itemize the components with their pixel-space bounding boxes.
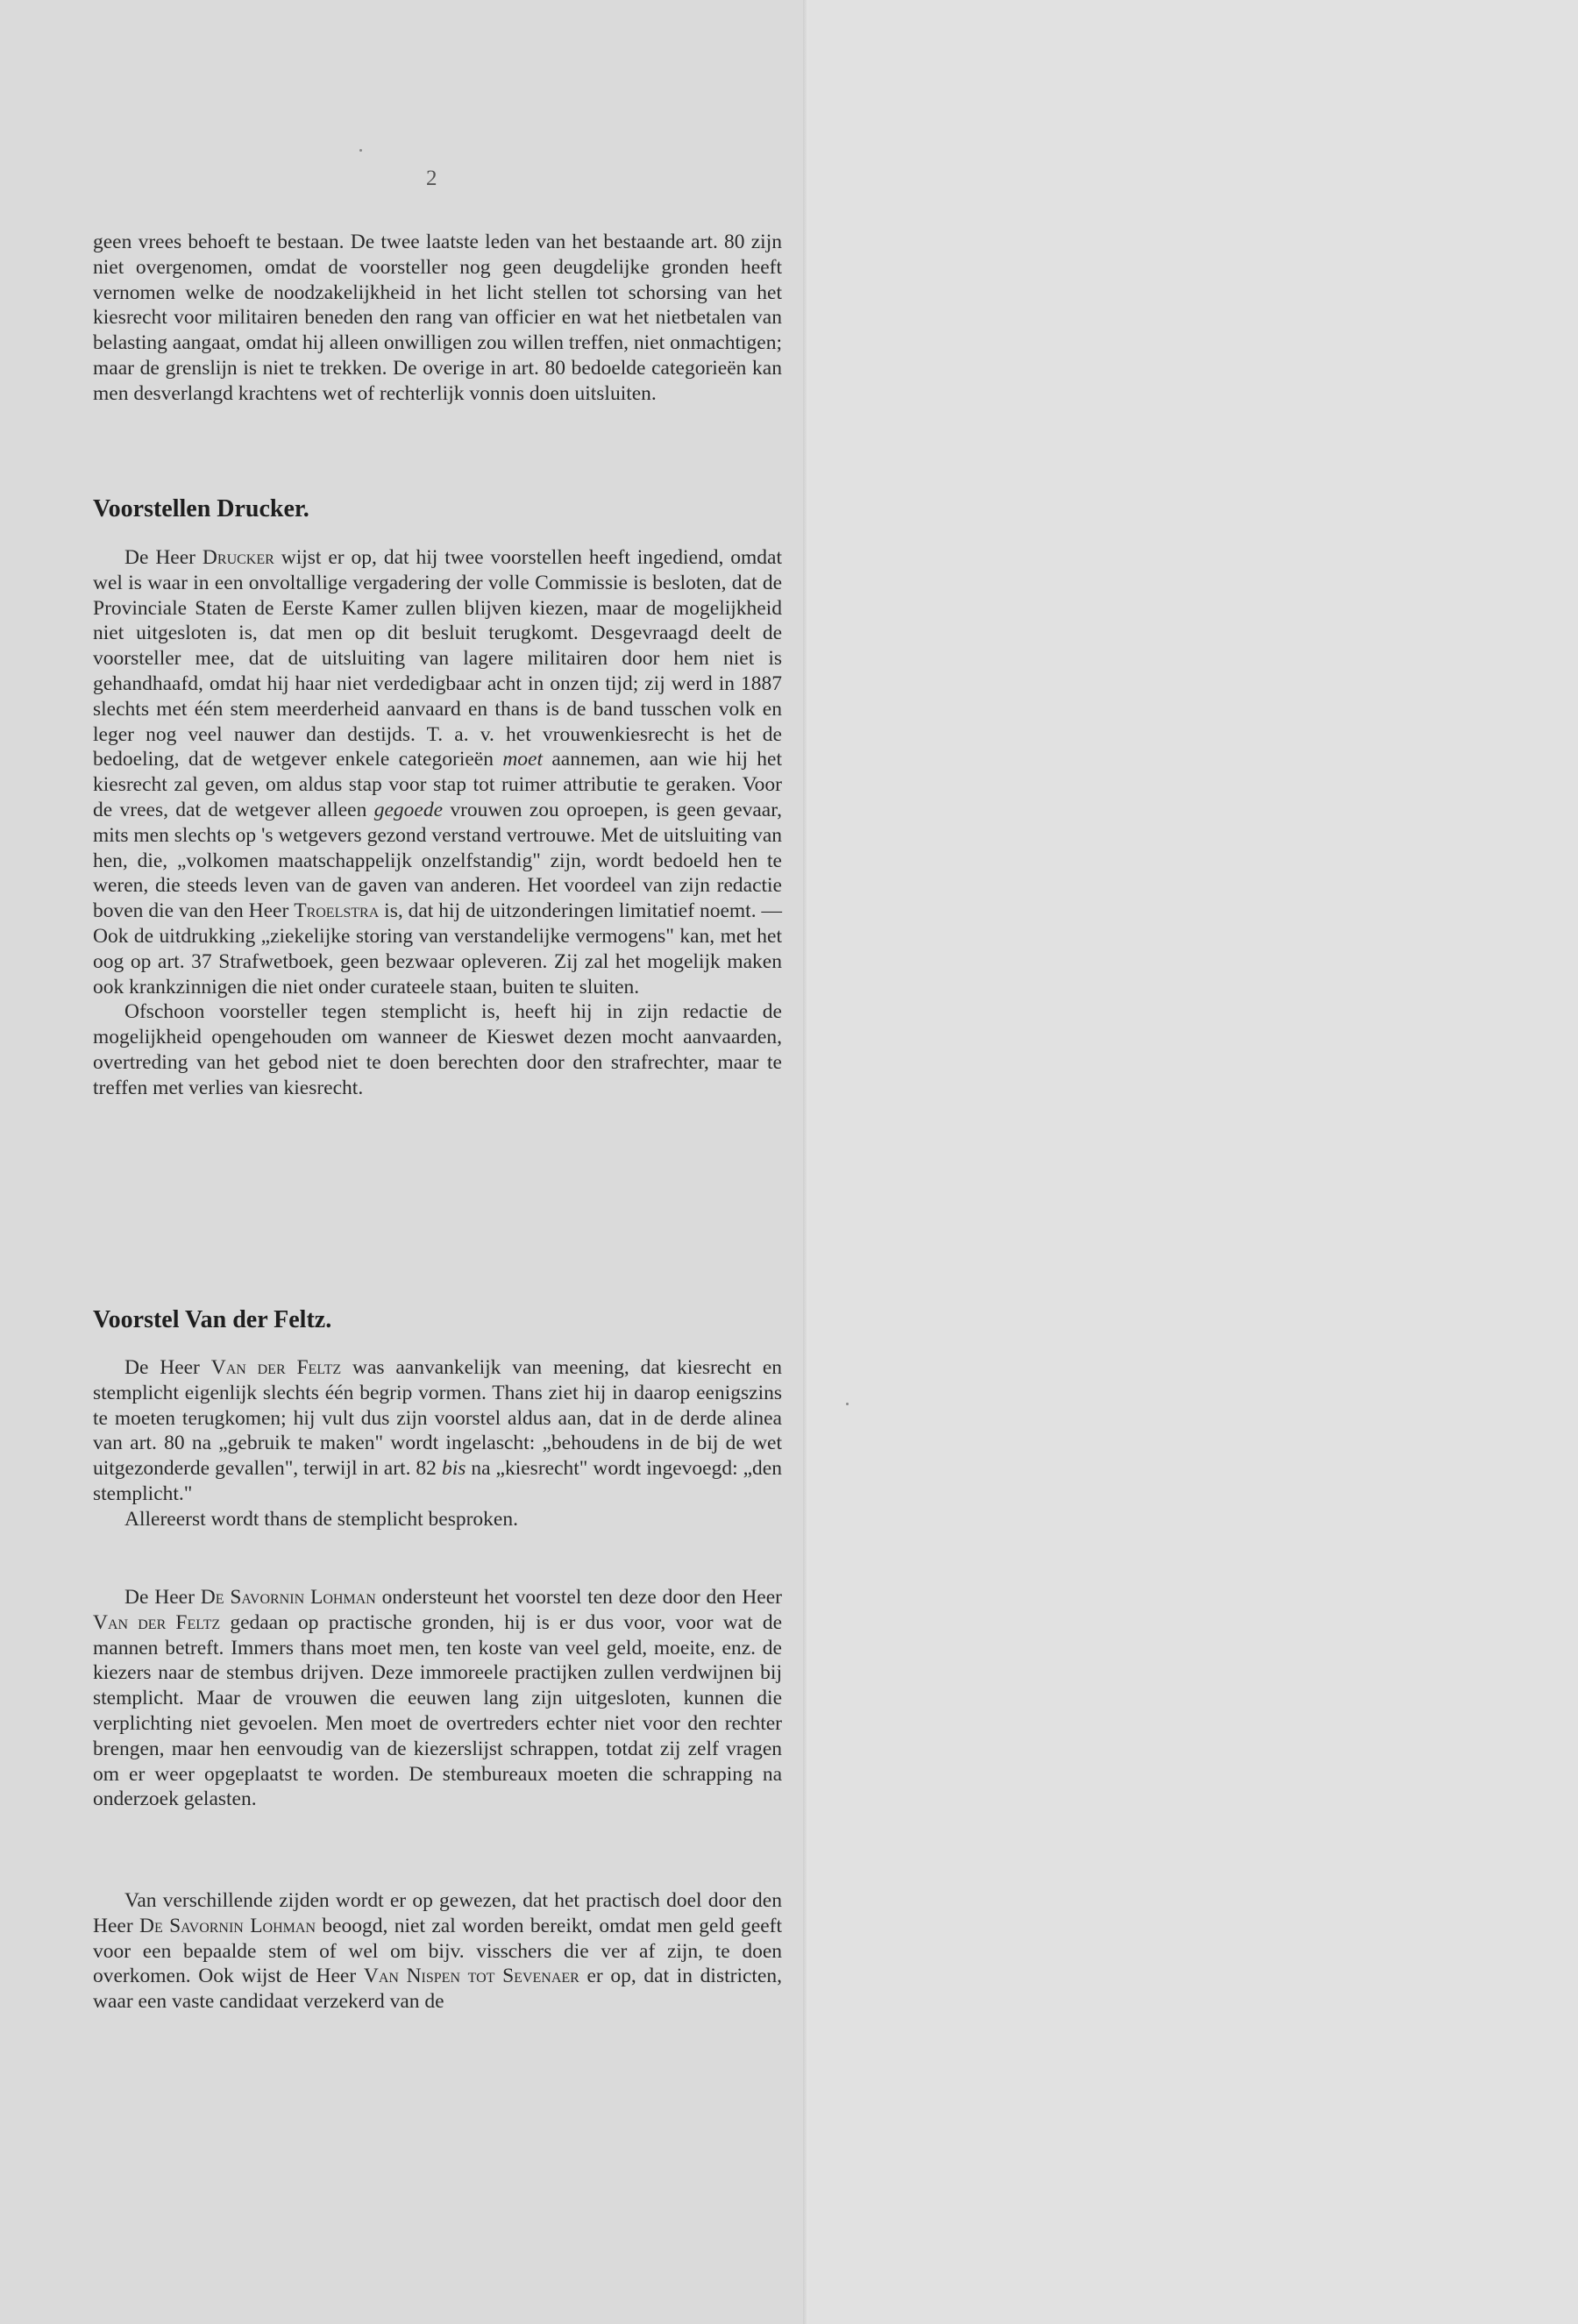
paper-speck: [846, 1403, 849, 1405]
feltz-paragraph-2: Allereerst wordt thans de stemplicht besproken.: [124, 1507, 518, 1531]
emphasis: bis: [441, 1457, 466, 1481]
emphasis: gegoede: [373, 798, 443, 821]
text-run: beoogd, niet zal worden bereikt, omdat men geld geeft voor een bepaalde stem of wel om bijv. visschers die ver af zijn, te doen overkomen. Ook wijst de Heer: [93, 1914, 782, 1988]
text-run: wijst er op, dat hij twee voorstellen heeft ingediend, omdat wel is waar in een onvoltallige vergadering der volle Commissie is besloten, dat de Provinciale Staten de Eerste Kamer zullen blijven kiezen, maar de mogelijkheid niet uitgesloten is, dat men op dit besluit terugkomt. Desgevraagd deelt de voorsteller mee, dat de uitsluiting van lagere militairen door hem niet is gehandhaafd, omdat hij haar niet verdedigbaar acht in onzen tijd; zij werd in 1887 slechts met één stem meerderheid aanvaard en thans is de band tusschen volk en leger nog veel nauwer dan destijds. T. a. v. het vrouwenkiesrecht is het de bedoeling, dat de wetgever enkele categorieën: [93, 546, 782, 771]
heading-voorstel-van-der-feltz: Voorstel Van der Feltz.: [93, 1306, 332, 1333]
text-run: er op, dat in districten, waar een vaste candidaat verzekerd van de: [93, 1965, 782, 2014]
text-run: is, dat hij de uitzonderingen limitatief noemt. — Ook de uitdrukking „ziekelijke storing van verstandelijke vermogens" kan, met het oog op art. 37 Strafwetboek, geen bezwaar opleveren. Zij zal het mogelijk maken ook krankzinnigen die niet onder curateele staan, buiten te sluiten.: [93, 899, 782, 999]
speaker-name: De Savornin Lohman: [200, 1586, 376, 1609]
speaker-name: De Savornin Lohman: [139, 1914, 316, 1937]
right-page: [807, 0, 1578, 2324]
intro-paragraph: [93, 230, 782, 407]
text-run: vrouwen zou oproepen, is geen gevaar, mits men slechts op 's wetgevers gezond verstand vertrouwe. Met de uitsluiting van hen, die, „volkomen maatschappelijk onzelfstandig" zijn, wordt bedoeld hen te weren, die steeds leven van de gaven van anderen. Het voordeel van zijn redactie boven die van den Heer: [93, 798, 783, 923]
drucker-paragraph-1: [93, 545, 782, 999]
text-run: De Heer: [124, 1356, 211, 1379]
text-run: ondersteunt het voorstel ten deze door den Heer: [375, 1586, 782, 1609]
speaker-name: Van der Feltz: [93, 1610, 221, 1634]
text-run: was aanvankelijk van meening, dat kiesrecht en stemplicht eigenlijk slechts één begrip vormen. Thans ziet hij in daarop eenigszins te moeten terugkomen; hij vult dus zijn voorstel aldus aan, dat in de derde alinea van art. 80 na „gebruik te maken" wordt ingelascht: „behoudens in de bij de wet uitgezonderde gevallen", terwijl in art. 82: [93, 1356, 782, 1481]
speaker-name: Van der Feltz: [210, 1356, 342, 1379]
feltz-section: [93, 1355, 782, 1532]
heading-voorstellen-drucker: Voorstellen Drucker.: [93, 495, 309, 522]
emphasis: moet: [502, 748, 544, 771]
text-run: na „kiesrecht" wordt ingevoegd: „den stemplicht.": [93, 1457, 782, 1505]
page-gutter: [803, 0, 808, 2324]
feltz-paragraph-1: [93, 1355, 782, 1507]
page-number: 2: [426, 167, 437, 190]
text-run: aannemen, aan wie hij het kiesrecht zal geven, om aldus stap voor stap tot ruimer attributie te geraken. Voor de vrees, dat de wetgever alleen: [93, 748, 782, 821]
lohman-paragraph: [93, 1585, 782, 1812]
text-run: De Heer: [124, 546, 203, 569]
lohman-section: [93, 1585, 782, 1812]
closing-paragraph: [93, 1888, 782, 2015]
closing-section: [93, 1888, 782, 2015]
drucker-paragraph-2: Ofschoon voorsteller tegen stemplicht is, heeft hij in zijn redactie de mogelijkheid opengehouden om wanneer de Kieswet dezen mocht aanvaarden, overtreding van het gebod niet te doen berechten door den strafrechter, maar te treffen met verlies van kiesrecht.: [93, 1000, 782, 1099]
paper-speck: [359, 149, 362, 152]
speaker-name: Van Nispen tot Sevenaer: [363, 1965, 579, 1988]
drucker-section: [93, 545, 782, 1101]
text-run: Van verschillende zijden wordt er op gewezen, dat het practisch doel door den Heer: [93, 1889, 782, 1937]
text-run: De Heer: [124, 1586, 201, 1609]
text-run: gedaan op practische gronden, hij is er dus voor, voor wat de mannen betreft. Immers thans moet men, ten koste van veel geld, moeite, enz. de kiezers naar de stembus drijven. Deze immoreele practijken zullen verdwijnen bij stemplicht. Maar de vrouwen die eeuwen lang zijn uitgesloten, kunnen die verplichting niet gevoelen. Men moet de overtreders echter niet voor den rechter brengen, maar hen eenvoudig van de kiezerslijst schrappen, totdat zij zelf vragen om er weer opgeplaatst te worden. De stembureaux moeten die schrapping na onderzoek gelasten.: [93, 1610, 782, 1811]
speaker-name: Troelstra: [294, 899, 380, 923]
intro-text: geen vrees behoeft te bestaan. De twee laatste leden van het bestaande art. 80 zijn niet overgenomen, omdat de voorsteller nog geen deugdelijke gronden heeft vernomen welke de noodzakelijkheid in het licht stellen tot schorsing van het kiesrecht voor militairen beneden den rang van officier en wat het nietbetalen van belasting aangaat, omdat hij alleen onwilligen zou willen treffen, niet onmachtigen; maar de grenslijn is niet te trekken. De overige in art. 80 bedoelde categorieën kan men desverlangd krachtens wet of rechterlijk vonnis doen uitsluiten.: [93, 231, 782, 405]
speaker-name: Drucker: [202, 546, 274, 569]
